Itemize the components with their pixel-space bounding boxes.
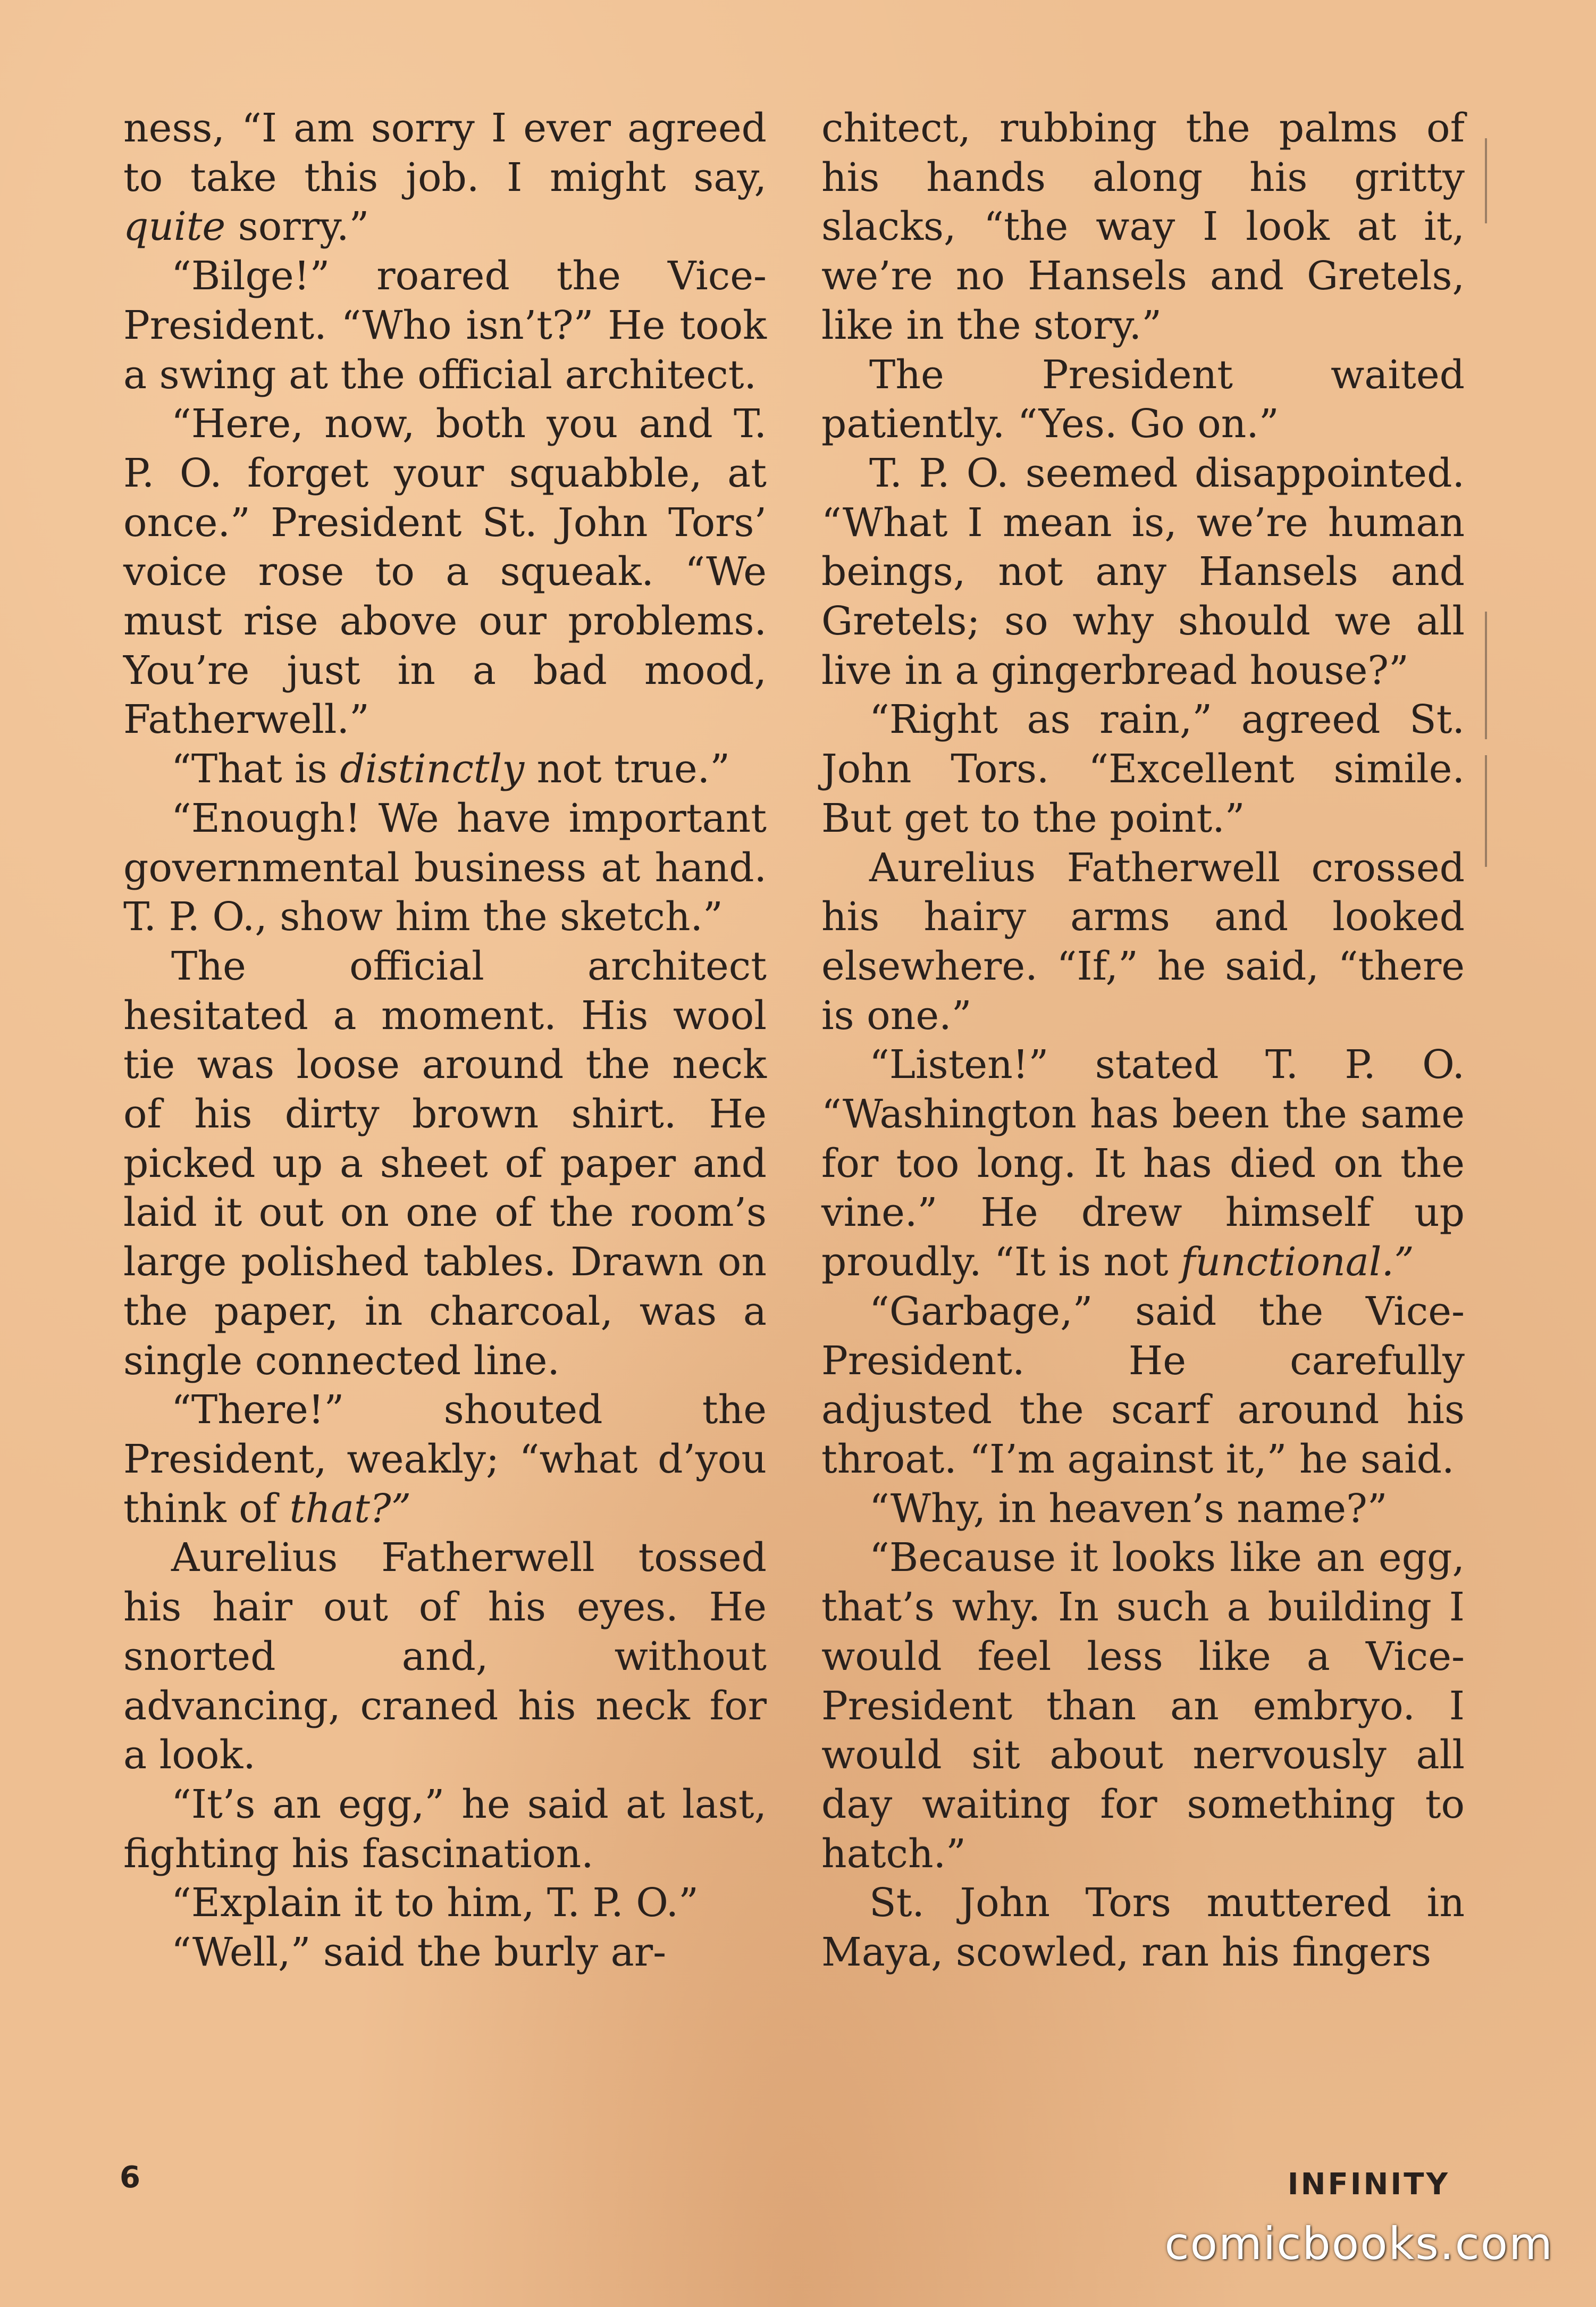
paragraph: Aurelius Fatherwell tossed his hair out of his eyes. He snorted and, without advancing, craned his neck for a look. [123,1535,767,1778]
margin-scratch [1485,612,1487,739]
magazine-title: INFINITY [1287,2167,1450,2202]
paragraph: “Well,” said the burly ar- [171,1929,667,1976]
paragraph: “Here, now, both you and T. P. O. forget your squabble, at once.” President St. John Tors’ voice rose to a squeak. “We must rise above our problems. You’re just in a bad mood, Fatherwell.” [123,401,767,743]
paragraph: “Listen!” stated T. P. O. “Washington has been the same for too long. It has died on the vine.” He drew himself up proudly. “It is not functional.” [821,1042,1465,1285]
margin-scratch [1485,138,1487,223]
margin-scratch [1485,755,1487,867]
paragraph: Aurelius Fatherwell crossed his hairy arms and looked elsewhere. “If,” he said, “there is one.” [821,845,1465,1039]
left-text-column [123,104,767,1977]
paragraph: “Why, in heaven’s name?” [869,1485,1388,1532]
paragraph: “There!” shouted the President, weakly; “what d’you think of that?” [123,1387,767,1532]
paragraph: T. P. O. seemed disappointed. “What I mean is, we’re human beings, not any Hansels and Gretels; so why should we all live in a gingerbread house?” [821,450,1465,693]
right-text-column [821,104,1465,1977]
paragraph: “Right as rain,” agreed St. John Tors. “Excellent simile. But get to the point.” [821,697,1465,841]
paragraph: “It’s an egg,” he said at last, fighting his fascination. [123,1781,767,1877]
paragraph: chitect, rubbing the palms of his hands along his gritty slacks, “the way I look at it, we’re no Hansels and Gretels, like in the story.” [821,105,1465,348]
paragraph: “Garbage,” said the Vice-President. He carefully adjusted the scarf around his throat. “I’m against it,” he said. [821,1288,1465,1482]
paragraph: “Explain it to him, T. P. O.” [171,1880,699,1926]
paragraph: “Bilge!” roared the Vice-President. “Who isn’t?” He took a swing at the official architect. [123,253,767,398]
page-number: 6 [120,2160,140,2195]
paragraph: ness, “I am sorry I ever agreed to take this job. I might say, quite sorry.” [123,105,767,250]
paragraph: The official architect hesitated a moment. His wool tie was loose around the neck of his dirty brown shirt. He picked up a sheet of paper and laid it out on one of the room’s large polished tables. Drawn on the paper, in charcoal, was a single connected line. [123,943,767,1384]
paragraph: “Enough! We have important governmental business at hand. T. P. O., show him the sketch.” [123,795,767,940]
paragraph: “Because it looks like an egg, that’s why. In such a building I would feel less like a Vice-President than an embryo. I would sit about nervously all day waiting for something to hatch.” [821,1535,1465,1877]
paragraph: St. John Tors muttered in Maya, scowled, ran his fingers [821,1880,1465,1976]
site-watermark: comicbooks.com [1164,2218,1553,2270]
paragraph: “That is distinctly not true.” [171,746,730,792]
paragraph: The President waited patiently. “Yes. Go on.” [821,352,1465,447]
